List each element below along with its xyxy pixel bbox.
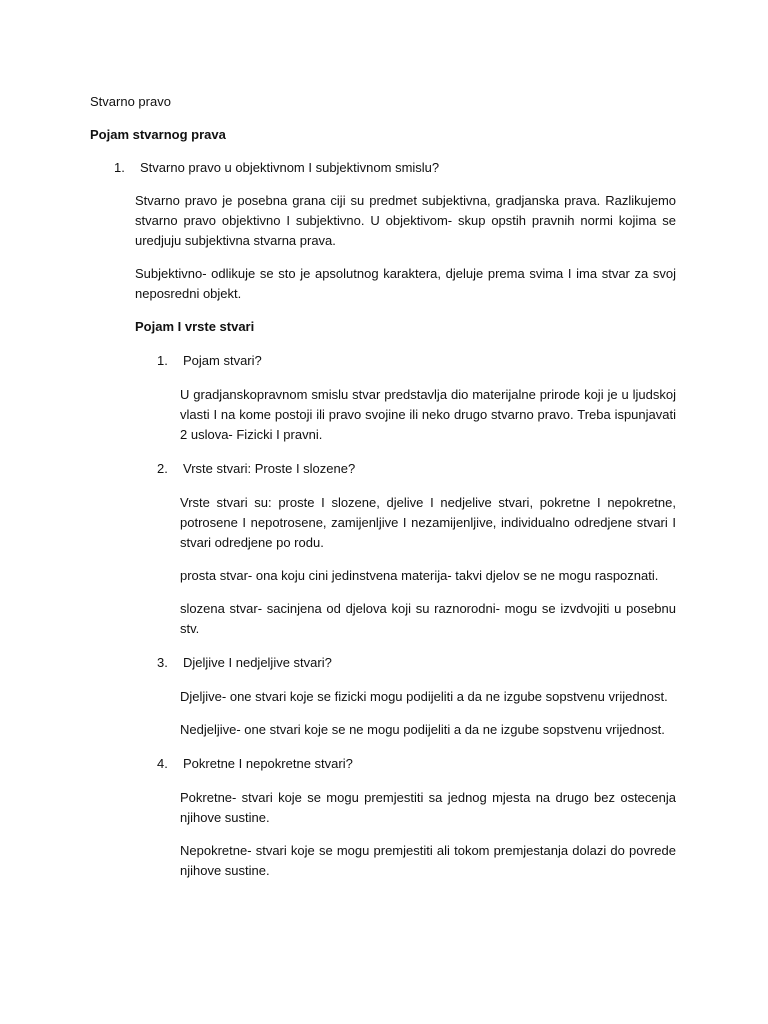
subsection-title: Pojam I vrste stvari <box>135 319 255 334</box>
question-number: 1. <box>114 160 125 175</box>
question-text: Pojam stvari? <box>183 353 262 368</box>
paragraph: Subjektivno- odlikuje se sto je apsolutnog karaktera, djeluje prema svima I ima stvar za svoj neposredni objekt. <box>135 266 676 301</box>
paragraph: Nepokretne- stvari koje se mogu premjestiti ali tokom premjestanja dolazi do povrede njihove sustine. <box>180 843 676 878</box>
question-number: 2. <box>157 461 168 476</box>
section-title: Pojam stvarnog prava <box>90 127 226 142</box>
question-item <box>157 754 676 774</box>
paragraph: U gradjanskopravnom smislu stvar predstavlja dio materijalne prirode koji je u ljudskoj vlasti I na kome postoji ili pravo svojine ili neko drugo stvarno pravo. Treba ispunjavati 2 uslova- Fizicki I pravni. <box>180 387 676 442</box>
question-number: 3. <box>157 655 168 670</box>
question-item <box>157 653 676 673</box>
question-item <box>157 351 676 371</box>
question-number: 4. <box>157 756 168 771</box>
question-number: 1. <box>157 353 168 368</box>
question-text: Djeljive I nedjeljive stvari? <box>183 655 332 670</box>
question-text: Stvarno pravo u objektivnom I subjektivnom smislu? <box>140 160 440 175</box>
question-text: Pokretne I nepokretne stvari? <box>183 756 353 771</box>
paragraph: Stvarno pravo je posebna grana ciji su predmet subjektivna, gradjanska prava. Razlikujemo stvarno pravo objektivno I subjektivno. U objektivom- skup opstih pravnih normi kojima se uredjuju subjektivna stvarna prava. <box>135 193 676 248</box>
paragraph: Nedjeljive- one stvari koje se ne mogu podijeliti a da ne izgube sopstvenu vrijednost. <box>180 722 665 737</box>
paragraph: Vrste stvari su: proste I slozene, djelive I nedjelive stvari, pokretne I nepokretne, potrosene I nepotrosene, zamijenljive I nezamijenljive, individualno odredjene stvari I stvari odredjene po rodu. <box>180 495 676 550</box>
question-item <box>157 459 676 479</box>
question-1 <box>114 158 676 178</box>
paragraph: prosta stvar- ona koju cini jedinstvena materija- takvi djelov se ne mogu raspoznati. <box>180 568 659 583</box>
paragraph: Pokretne- stvari koje se mogu premjestiti sa jednog mjesta na drugo bez ostecenja njihove sustine. <box>180 790 676 825</box>
paragraph: Djeljive- one stvari koje se fizicki mogu podijeliti a da ne izgube sopstvenu vrijednost. <box>180 689 668 704</box>
paragraph: slozena stvar- sacinjena od djelova koji su raznorodni- mogu se izvdvojiti u posebnu stv. <box>180 601 676 636</box>
question-text: Vrste stvari: Proste I slozene? <box>183 461 356 476</box>
document-title: Stvarno pravo <box>90 94 171 109</box>
